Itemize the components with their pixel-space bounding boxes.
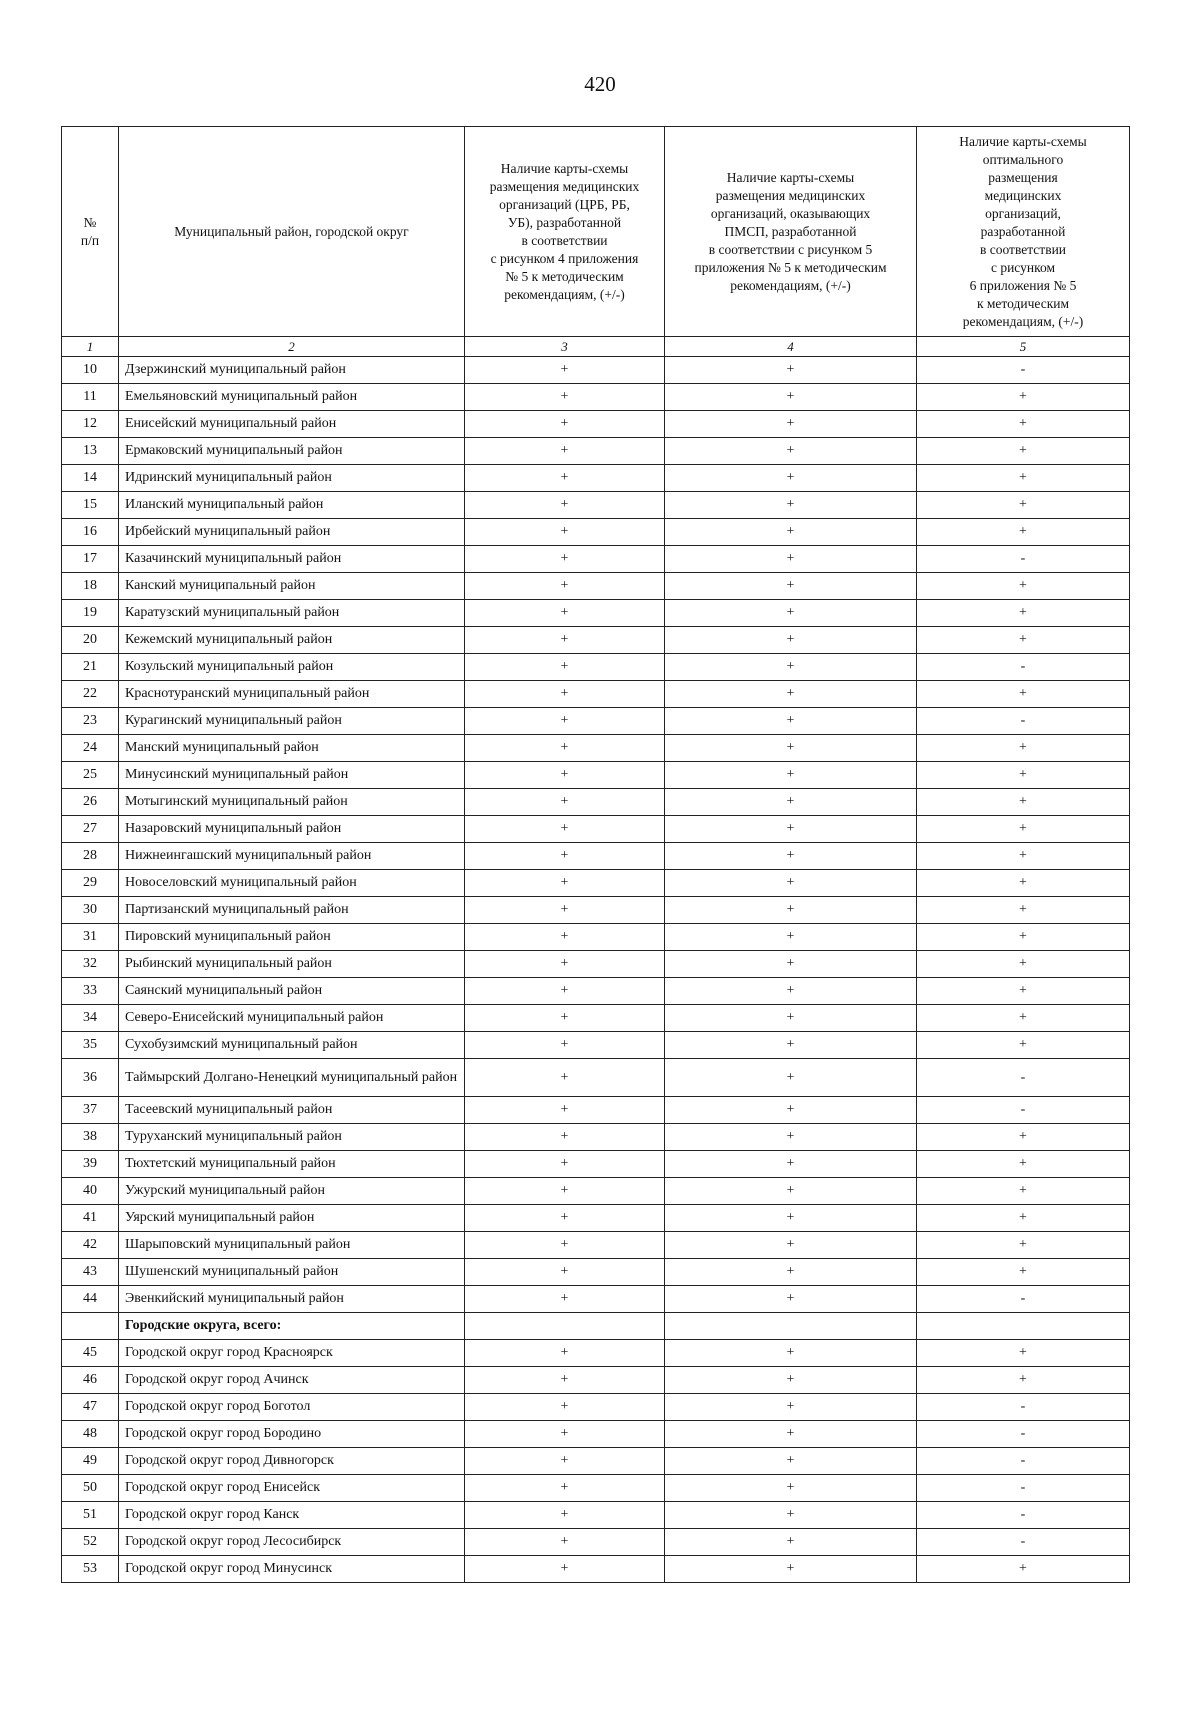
mark-column-3: + xyxy=(465,681,665,708)
mark-column-5: - xyxy=(917,1421,1130,1448)
mark-column-5 xyxy=(917,1313,1130,1340)
mark-column-4: + xyxy=(665,357,917,384)
mark-column-3: + xyxy=(465,1394,665,1421)
mark-column-5: + xyxy=(917,1124,1130,1151)
row-number: 28 xyxy=(62,843,119,870)
mark-column-3: + xyxy=(465,411,665,438)
mark-column-4: + xyxy=(665,492,917,519)
table-row xyxy=(62,600,1130,627)
table-row xyxy=(62,1059,1130,1097)
row-number: 24 xyxy=(62,735,119,762)
mark-column-3: + xyxy=(465,519,665,546)
mark-column-4: + xyxy=(665,1059,917,1097)
row-number: 47 xyxy=(62,1394,119,1421)
table-row xyxy=(62,1448,1130,1475)
table-row xyxy=(62,1151,1130,1178)
mark-column-5: + xyxy=(917,951,1130,978)
district-name: Городской округ город Бородино xyxy=(119,1421,465,1448)
mark-column-5: + xyxy=(917,384,1130,411)
row-number: 14 xyxy=(62,465,119,492)
table-row xyxy=(62,465,1130,492)
row-number: 41 xyxy=(62,1205,119,1232)
district-name: Саянский муниципальный район xyxy=(119,978,465,1005)
mark-column-5: + xyxy=(917,735,1130,762)
row-number: 50 xyxy=(62,1475,119,1502)
district-name: Нижнеингашский муниципальный район xyxy=(119,843,465,870)
mark-column-5: + xyxy=(917,1259,1130,1286)
mark-column-3: + xyxy=(465,843,665,870)
row-number: 19 xyxy=(62,600,119,627)
mark-column-3: + xyxy=(465,1556,665,1583)
mark-column-4: + xyxy=(665,600,917,627)
mark-column-5: - xyxy=(917,1448,1130,1475)
mark-column-3: + xyxy=(465,1097,665,1124)
table-row xyxy=(62,411,1130,438)
mark-column-5: + xyxy=(917,1151,1130,1178)
district-name: Кежемский муниципальный район xyxy=(119,627,465,654)
table-row xyxy=(62,816,1130,843)
district-name: Енисейский муниципальный район xyxy=(119,411,465,438)
mark-column-4: + xyxy=(665,1097,917,1124)
district-name: Таймырский Долгано-Ненецкий муниципальный район xyxy=(119,1059,465,1097)
district-name: Козульский муниципальный район xyxy=(119,654,465,681)
mark-column-3: + xyxy=(465,1367,665,1394)
mark-column-4: + xyxy=(665,924,917,951)
mark-column-3: + xyxy=(465,951,665,978)
column-number: 4 xyxy=(665,337,917,357)
district-name: Манский муниципальный район xyxy=(119,735,465,762)
mark-column-5: - xyxy=(917,708,1130,735)
mark-column-5: - xyxy=(917,1529,1130,1556)
mark-column-5: + xyxy=(917,1205,1130,1232)
district-name: Городской округ город Дивногорск xyxy=(119,1448,465,1475)
mark-column-5: + xyxy=(917,924,1130,951)
column-number: 2 xyxy=(119,337,465,357)
section-row xyxy=(62,1313,1130,1340)
row-number: 43 xyxy=(62,1259,119,1286)
mark-column-3: + xyxy=(465,924,665,951)
mark-column-4: + xyxy=(665,897,917,924)
district-name: Шушенский муниципальный район xyxy=(119,1259,465,1286)
mark-column-3: + xyxy=(465,1502,665,1529)
row-number: 11 xyxy=(62,384,119,411)
mark-column-3: + xyxy=(465,465,665,492)
mark-column-5: + xyxy=(917,897,1130,924)
mark-column-5: - xyxy=(917,357,1130,384)
mark-column-3: + xyxy=(465,1529,665,1556)
district-name: Тюхтетский муниципальный район xyxy=(119,1151,465,1178)
mark-column-4: + xyxy=(665,762,917,789)
mark-column-3: + xyxy=(465,1448,665,1475)
mark-column-4: + xyxy=(665,978,917,1005)
table-row xyxy=(62,573,1130,600)
mark-column-3: + xyxy=(465,1340,665,1367)
mark-column-3: + xyxy=(465,1259,665,1286)
table-row xyxy=(62,1394,1130,1421)
mark-column-5: + xyxy=(917,438,1130,465)
mark-column-3: + xyxy=(465,654,665,681)
mark-column-5: + xyxy=(917,1232,1130,1259)
district-name: Эвенкийский муниципальный район xyxy=(119,1286,465,1313)
table-row xyxy=(62,1286,1130,1313)
row-number: 12 xyxy=(62,411,119,438)
table-row xyxy=(62,789,1130,816)
mark-column-4: + xyxy=(665,546,917,573)
district-name: Пировский муниципальный район xyxy=(119,924,465,951)
mark-column-5: - xyxy=(917,654,1130,681)
mark-column-3 xyxy=(465,1313,665,1340)
mark-column-4: + xyxy=(665,1502,917,1529)
table-row xyxy=(62,1032,1130,1059)
row-number: 18 xyxy=(62,573,119,600)
district-name: Идринский муниципальный район xyxy=(119,465,465,492)
table-row xyxy=(62,438,1130,465)
district-name: Городской округ город Канск xyxy=(119,1502,465,1529)
mark-column-4: + xyxy=(665,1032,917,1059)
district-name: Городской округ город Минусинск xyxy=(119,1556,465,1583)
header-column-5: Наличие карты-схемы оптимального размещения медицинских организаций, разработанной в соответствии с рисунком 6 приложения № 5 к методическим рекомендациям, (+/-) xyxy=(917,127,1130,337)
row-number: 13 xyxy=(62,438,119,465)
mark-column-3: + xyxy=(465,357,665,384)
row-number: 27 xyxy=(62,816,119,843)
mark-column-4: + xyxy=(665,870,917,897)
district-name: Канский муниципальный район xyxy=(119,573,465,600)
row-number: 51 xyxy=(62,1502,119,1529)
row-number: 25 xyxy=(62,762,119,789)
district-name: Туруханский муниципальный район xyxy=(119,1124,465,1151)
table-row xyxy=(62,843,1130,870)
mark-column-4: + xyxy=(665,1178,917,1205)
table-row xyxy=(62,1529,1130,1556)
district-name: Дзержинский муниципальный район xyxy=(119,357,465,384)
mark-column-3: + xyxy=(465,708,665,735)
table-row xyxy=(62,897,1130,924)
row-number: 39 xyxy=(62,1151,119,1178)
table-row xyxy=(62,1421,1130,1448)
row-number: 32 xyxy=(62,951,119,978)
table-row xyxy=(62,654,1130,681)
mark-column-4: + xyxy=(665,573,917,600)
table-row xyxy=(62,681,1130,708)
district-name: Курагинский муниципальный район xyxy=(119,708,465,735)
table-row xyxy=(62,1556,1130,1583)
row-number: 26 xyxy=(62,789,119,816)
mark-column-5: + xyxy=(917,762,1130,789)
column-number: 5 xyxy=(917,337,1130,357)
mark-column-4: + xyxy=(665,1556,917,1583)
district-name: Городские округа, всего: xyxy=(119,1313,465,1340)
table-row xyxy=(62,546,1130,573)
district-name: Ирбейский муниципальный район xyxy=(119,519,465,546)
district-name: Сухобузимский муниципальный район xyxy=(119,1032,465,1059)
district-name: Партизанский муниципальный район xyxy=(119,897,465,924)
row-number: 37 xyxy=(62,1097,119,1124)
table-row xyxy=(62,762,1130,789)
row-number: 38 xyxy=(62,1124,119,1151)
mark-column-4 xyxy=(665,1313,917,1340)
mark-column-3: + xyxy=(465,1421,665,1448)
row-number: 48 xyxy=(62,1421,119,1448)
district-name: Городской округ город Енисейск xyxy=(119,1475,465,1502)
mark-column-5: + xyxy=(917,1556,1130,1583)
mark-column-3: + xyxy=(465,492,665,519)
table-body xyxy=(62,357,1130,1583)
mark-column-3: + xyxy=(465,627,665,654)
mark-column-5: + xyxy=(917,492,1130,519)
header-column-3: Наличие карты-схемы размещения медицинских организаций (ЦРБ, РБ, УБ), разработанной в соответствии с рисунком 4 приложения № 5 к методическим рекомендациям, (+/-) xyxy=(465,127,665,337)
table-row xyxy=(62,735,1130,762)
table-row xyxy=(62,1178,1130,1205)
district-name: Городской округ город Лесосибирск xyxy=(119,1529,465,1556)
header-district: Муниципальный район, городской округ xyxy=(119,127,465,337)
mark-column-5: + xyxy=(917,627,1130,654)
mark-column-5: + xyxy=(917,600,1130,627)
mark-column-5: + xyxy=(917,1178,1130,1205)
mark-column-4: + xyxy=(665,1367,917,1394)
mark-column-3: + xyxy=(465,1124,665,1151)
mark-column-3: + xyxy=(465,1151,665,1178)
mark-column-5: + xyxy=(917,573,1130,600)
row-number: 10 xyxy=(62,357,119,384)
mark-column-3: + xyxy=(465,897,665,924)
mark-column-5: - xyxy=(917,1059,1130,1097)
table-row xyxy=(62,384,1130,411)
table-row xyxy=(62,1124,1130,1151)
mark-column-5: + xyxy=(917,519,1130,546)
mark-column-4: + xyxy=(665,411,917,438)
district-name: Мотыгинский муниципальный район xyxy=(119,789,465,816)
district-name: Городской округ город Красноярск xyxy=(119,1340,465,1367)
mark-column-4: + xyxy=(665,519,917,546)
table-row xyxy=(62,492,1130,519)
row-number: 35 xyxy=(62,1032,119,1059)
mark-column-4: + xyxy=(665,1340,917,1367)
district-name: Тасеевский муниципальный район xyxy=(119,1097,465,1124)
table-row xyxy=(62,708,1130,735)
row-number: 52 xyxy=(62,1529,119,1556)
mark-column-4: + xyxy=(665,1421,917,1448)
mark-column-3: + xyxy=(465,978,665,1005)
mark-column-4: + xyxy=(665,735,917,762)
mark-column-4: + xyxy=(665,438,917,465)
row-number xyxy=(62,1313,119,1340)
column-number: 3 xyxy=(465,337,665,357)
mark-column-5: + xyxy=(917,1367,1130,1394)
mark-column-4: + xyxy=(665,1124,917,1151)
mark-column-5: + xyxy=(917,843,1130,870)
table-row xyxy=(62,1502,1130,1529)
table-row xyxy=(62,1097,1130,1124)
mark-column-4: + xyxy=(665,1475,917,1502)
row-number: 30 xyxy=(62,897,119,924)
row-number: 36 xyxy=(62,1059,119,1097)
header-column-4: Наличие карты-схемы размещения медицинских организаций, оказывающих ПМСП, разработанной в соответствии с рисунком 5 приложения № 5 к методическим рекомендациям, (+/-) xyxy=(665,127,917,337)
mark-column-4: + xyxy=(665,1259,917,1286)
mark-column-5: - xyxy=(917,546,1130,573)
mark-column-5: + xyxy=(917,681,1130,708)
mark-column-3: + xyxy=(465,573,665,600)
mark-column-3: + xyxy=(465,1005,665,1032)
mark-column-4: + xyxy=(665,681,917,708)
column-number-row xyxy=(62,337,1130,357)
mark-column-4: + xyxy=(665,384,917,411)
mark-column-3: + xyxy=(465,1475,665,1502)
mark-column-5: - xyxy=(917,1502,1130,1529)
mark-column-4: + xyxy=(665,1529,917,1556)
mark-column-5: + xyxy=(917,1032,1130,1059)
mark-column-3: + xyxy=(465,600,665,627)
data-table xyxy=(61,126,1130,1583)
row-number: 23 xyxy=(62,708,119,735)
mark-column-4: + xyxy=(665,951,917,978)
row-number: 49 xyxy=(62,1448,119,1475)
district-name: Ермаковский муниципальный район xyxy=(119,438,465,465)
district-name: Шарыповский муниципальный район xyxy=(119,1232,465,1259)
row-number: 29 xyxy=(62,870,119,897)
mark-column-3: + xyxy=(465,384,665,411)
mark-column-5: + xyxy=(917,1340,1130,1367)
row-number: 17 xyxy=(62,546,119,573)
district-name: Рыбинский муниципальный район xyxy=(119,951,465,978)
row-number: 21 xyxy=(62,654,119,681)
district-name: Городской округ город Боготол xyxy=(119,1394,465,1421)
table-row xyxy=(62,1232,1130,1259)
mark-column-3: + xyxy=(465,816,665,843)
column-number: 1 xyxy=(62,337,119,357)
mark-column-5: - xyxy=(917,1394,1130,1421)
header-number: № п/п xyxy=(62,127,119,337)
table-header-row xyxy=(62,127,1130,337)
row-number: 44 xyxy=(62,1286,119,1313)
table-row xyxy=(62,1259,1130,1286)
mark-column-4: + xyxy=(665,1205,917,1232)
table-row xyxy=(62,870,1130,897)
table-row xyxy=(62,1205,1130,1232)
mark-column-4: + xyxy=(665,1151,917,1178)
mark-column-4: + xyxy=(665,1448,917,1475)
mark-column-3: + xyxy=(465,1178,665,1205)
row-number: 42 xyxy=(62,1232,119,1259)
mark-column-3: + xyxy=(465,762,665,789)
mark-column-4: + xyxy=(665,843,917,870)
row-number: 31 xyxy=(62,924,119,951)
mark-column-3: + xyxy=(465,546,665,573)
mark-column-5: + xyxy=(917,870,1130,897)
mark-column-5: + xyxy=(917,978,1130,1005)
district-name: Назаровский муниципальный район xyxy=(119,816,465,843)
district-name: Емельяновский муниципальный район xyxy=(119,384,465,411)
row-number: 20 xyxy=(62,627,119,654)
district-name: Минусинский муниципальный район xyxy=(119,762,465,789)
mark-column-4: + xyxy=(665,789,917,816)
mark-column-3: + xyxy=(465,735,665,762)
mark-column-5: + xyxy=(917,816,1130,843)
district-name: Казачинский муниципальный район xyxy=(119,546,465,573)
page-number: 420 xyxy=(584,72,616,96)
mark-column-4: + xyxy=(665,465,917,492)
mark-column-5: + xyxy=(917,411,1130,438)
table-row xyxy=(62,951,1130,978)
mark-column-3: + xyxy=(465,1032,665,1059)
mark-column-5: + xyxy=(917,465,1130,492)
table-row xyxy=(62,1005,1130,1032)
row-number: 15 xyxy=(62,492,119,519)
mark-column-5: + xyxy=(917,1005,1130,1032)
table-row xyxy=(62,627,1130,654)
district-name: Иланский муниципальный район xyxy=(119,492,465,519)
district-name: Новоселовский муниципальный район xyxy=(119,870,465,897)
mark-column-3: + xyxy=(465,1205,665,1232)
mark-column-4: + xyxy=(665,627,917,654)
row-number: 33 xyxy=(62,978,119,1005)
table-row xyxy=(62,1367,1130,1394)
district-name: Краснотуранский муниципальный район xyxy=(119,681,465,708)
table-row xyxy=(62,924,1130,951)
district-name: Северо-Енисейский муниципальный район xyxy=(119,1005,465,1032)
row-number: 34 xyxy=(62,1005,119,1032)
mark-column-4: + xyxy=(665,1286,917,1313)
district-name: Городской округ город Ачинск xyxy=(119,1367,465,1394)
district-name: Каратузский муниципальный район xyxy=(119,600,465,627)
mark-column-3: + xyxy=(465,1059,665,1097)
mark-column-3: + xyxy=(465,1232,665,1259)
row-number: 16 xyxy=(62,519,119,546)
district-name: Уярский муниципальный район xyxy=(119,1205,465,1232)
mark-column-3: + xyxy=(465,870,665,897)
mark-column-5: - xyxy=(917,1097,1130,1124)
mark-column-4: + xyxy=(665,1232,917,1259)
row-number: 53 xyxy=(62,1556,119,1583)
mark-column-4: + xyxy=(665,654,917,681)
mark-column-5: - xyxy=(917,1286,1130,1313)
mark-column-5: + xyxy=(917,789,1130,816)
row-number: 46 xyxy=(62,1367,119,1394)
mark-column-4: + xyxy=(665,708,917,735)
mark-column-5: - xyxy=(917,1475,1130,1502)
mark-column-3: + xyxy=(465,1286,665,1313)
mark-column-4: + xyxy=(665,816,917,843)
table-row xyxy=(62,357,1130,384)
district-name: Ужурский муниципальный район xyxy=(119,1178,465,1205)
row-number: 45 xyxy=(62,1340,119,1367)
table-row xyxy=(62,1340,1130,1367)
mark-column-4: + xyxy=(665,1394,917,1421)
mark-column-3: + xyxy=(465,789,665,816)
table-row xyxy=(62,1475,1130,1502)
mark-column-3: + xyxy=(465,438,665,465)
row-number: 40 xyxy=(62,1178,119,1205)
mark-column-4: + xyxy=(665,1005,917,1032)
row-number: 22 xyxy=(62,681,119,708)
table-row xyxy=(62,978,1130,1005)
table-row xyxy=(62,519,1130,546)
